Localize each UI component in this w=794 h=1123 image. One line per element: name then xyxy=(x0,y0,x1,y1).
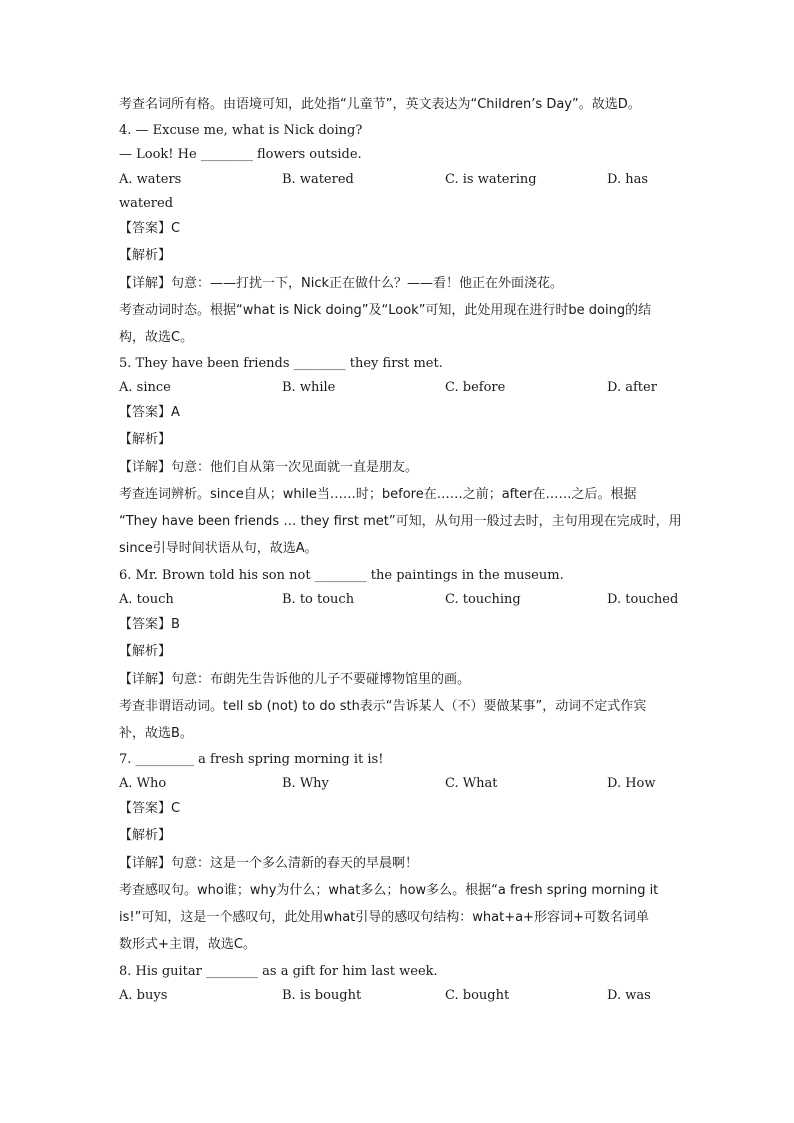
question-7-option-d: D. How xyxy=(607,776,656,791)
question-5-option-a: A. since xyxy=(119,380,171,395)
question-4-option-d: D. has xyxy=(607,172,649,187)
question-8-option-d: D. was xyxy=(607,988,651,1003)
question-7-explanation-1: 考查感叹句。who谁；why为什么；what多么；how多么。根据“a fresh spring morning it xyxy=(119,883,659,898)
question-5-option-c: C. before xyxy=(445,380,506,395)
question-8-option-c: C. bought xyxy=(445,988,510,1003)
question-4-stem: 4. — Excuse me, what is Nick doing? xyxy=(119,123,363,138)
question-7-answer: 【答案】C xyxy=(119,801,181,816)
question-5-option-b: B. while xyxy=(282,380,336,395)
question-6-option-d: D. touched xyxy=(607,592,679,607)
question-8-stem: 8. His guitar ________ as a gift for him last week. xyxy=(119,964,438,979)
question-8-option-b: B. is bought xyxy=(282,988,362,1003)
question-8-option-a: A. buys xyxy=(119,988,168,1003)
question-7-analysis-label: 【解析】 xyxy=(119,828,172,843)
question-5-stem: 5. They have been friends ________ they first met. xyxy=(119,356,443,371)
question-7-detail: 【详解】句意：这是一个多么清新的春天的早晨啊！ xyxy=(119,856,419,871)
question-4-answer: 【答案】C xyxy=(119,221,181,236)
question-5-explanation-1: 考查连词辨析。since自从；while当……时；before在……之前；after在……之后。根据 xyxy=(119,487,637,502)
question-4-analysis-label: 【解析】 xyxy=(119,248,172,263)
question-7-explanation-2: is!”可知，这是一个感叹句，此处用what引导的感叹句结构：what+a+形容词+可数名词单 xyxy=(119,910,649,925)
question-6-analysis-label: 【解析】 xyxy=(119,644,172,659)
question-6-detail: 【详解】句意：布朗先生告诉他的儿子不要碰博物馆里的画。 xyxy=(119,672,471,687)
question-4-explanation-2: 构，故选C。 xyxy=(119,330,194,345)
question-5-option-d: D. after xyxy=(607,380,657,395)
question-6-explanation-1: 考查非谓语动词。tell sb (not) to do sth表示“告诉某人（不）要做某事”，动词不定式作宾 xyxy=(119,699,647,714)
question-4-option-d-wrap: watered xyxy=(119,196,174,211)
question-5-analysis-label: 【解析】 xyxy=(119,432,172,447)
question-6-option-b: B. to touch xyxy=(282,592,355,607)
question-6-option-c: C. touching xyxy=(445,592,521,607)
question-6-stem: 6. Mr. Brown told his son not ________ the paintings in the museum. xyxy=(119,568,564,583)
question-4-option-a: A. waters xyxy=(119,172,182,187)
question-7-option-a: A. Who xyxy=(119,776,167,791)
question-4-option-b: B. watered xyxy=(282,172,354,187)
question-7-option-b: B. Why xyxy=(282,776,329,791)
question-7-stem: 7. _________ a fresh spring morning it is! xyxy=(119,752,384,767)
question-5-detail: 【详解】句意：他们自从第一次见面就一直是朋友。 xyxy=(119,460,419,475)
question-6-answer: 【答案】B xyxy=(119,617,180,632)
question-7-explanation-3: 数形式+主谓，故选C。 xyxy=(119,937,256,952)
question-4-explanation-1: 考查动词时态。根据“what is Nick doing”及“Look”可知，此处用现在进行时be doing的结 xyxy=(119,303,652,318)
question-4-detail: 【详解】句意：——打扰一下，Nick正在做什么？——看！他正在外面浇花。 xyxy=(119,276,564,291)
question-5-explanation-2: “They have been friends … they first met”可知，从句用一般过去时，主句用现在完成时，用 xyxy=(119,514,682,529)
question-4-option-c: C. is watering xyxy=(445,172,537,187)
question-5-answer: 【答案】A xyxy=(119,405,180,420)
question-5-explanation-3: since引导时间状语从句，故选A。 xyxy=(119,541,318,556)
question-7-option-c: C. What xyxy=(445,776,498,791)
question-4-stem-2: — Look! He ________ flowers outside. xyxy=(119,147,362,162)
intro-explanation: 考查名词所有格。由语境可知，此处指“儿童节”，英文表达为“Children’s Day”。故选D。 xyxy=(119,97,641,112)
question-6-explanation-2: 补，故选B。 xyxy=(119,726,193,741)
question-6-option-a: A. touch xyxy=(119,592,174,607)
